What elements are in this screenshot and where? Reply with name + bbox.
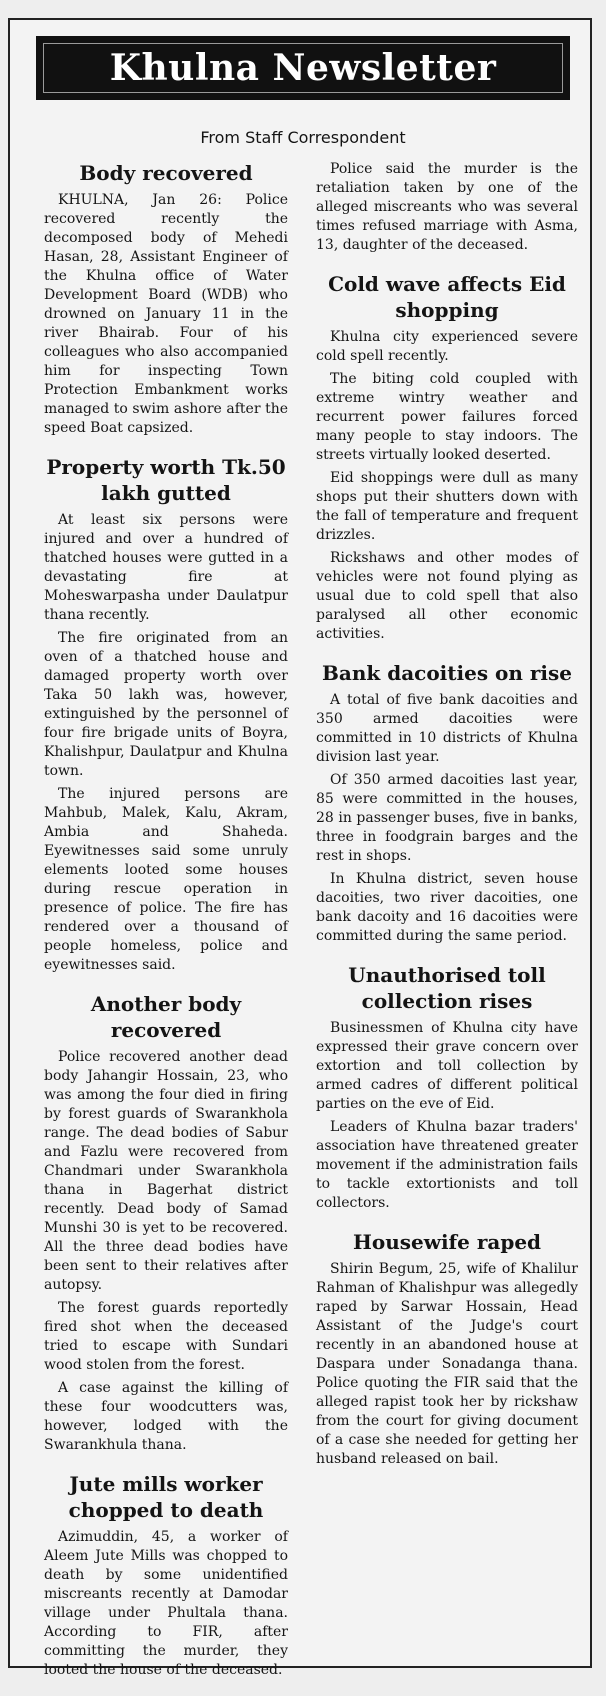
story-headline: Body recovered xyxy=(79,161,253,185)
story-headline: Unauthorised toll collection rises xyxy=(348,963,546,1013)
news-story xyxy=(44,454,288,975)
story-headline: Bank dacoities on rise xyxy=(321,661,573,685)
story-paragraph: Police recovered another dead body Jahangir Hossain, 23, who was among the four died in firing by forest guards of Swarankhola range. The dead bodies of Sabur and Fazlu were recovered from Chandmari under Swarankhola thana in Bagerhat district recently. Dead body of Samad Munshi 30 is yet to be recovered. All the three dead bodies have been sent to their relatives after autopsy. xyxy=(44,1049,288,1293)
news-story xyxy=(44,991,288,1455)
news-story xyxy=(44,1471,288,1680)
story-paragraph: Rickshaws and other modes of vehicles were not found plying as usual due to cold spell that also paralysed all other economic activities. xyxy=(316,550,578,642)
story-paragraph: At least six persons were injured and over a hundred of thatched houses were gutted in a devastating fire at Moheswarpasha under Daulatpur thana recently. xyxy=(44,512,288,623)
right-column xyxy=(316,160,578,1485)
story-paragraph: Khulna city experienced severe cold spell recently. xyxy=(316,329,578,364)
story-headline: Cold wave affects Eid shopping xyxy=(328,272,566,322)
story-paragraph: In Khulna district, seven house dacoities, two river dacoities, one bank dacoity and 16 dacoities were committed during the same period. xyxy=(316,871,578,944)
masthead-title: Khulna Newsletter xyxy=(109,47,497,89)
news-story xyxy=(316,160,578,255)
story-paragraph: KHULNA, Jan 26: Police recovered recently the decomposed body of Mehedi Hasan, 28, Assistant Engineer of the Khulna office of Water Development Board (WDB) who drowned on January 11 in the river Bhairab. Four of his colleagues who also accompanied him for inspecting Town Protection Embankment works managed to swim ashore after the speed Boat capsized. xyxy=(44,192,288,436)
story-paragraph: Leaders of Khulna bazar traders' association have threatened greater movement if the administration fails to tackle extortionists and toll collectors. xyxy=(316,1119,578,1211)
story-headline: Jute mills worker chopped to death xyxy=(68,1472,264,1522)
left-column xyxy=(44,160,288,1696)
story-paragraph: The biting cold coupled with extreme wintry weather and recurrent power failures forced many people to stay indoors. The streets virtually looked deserted. xyxy=(316,371,578,463)
news-story xyxy=(316,660,578,946)
story-paragraph: Azimuddin, 45, a worker of Aleem Jute Mills was chopped to death by some unidentified miscreants recently at Damodar village under Phultala thana. According to FIR, after committing the murder, they looted the house of the deceased. xyxy=(44,1529,288,1678)
story-headline: Property worth Tk.50 lakh gutted xyxy=(46,455,286,505)
story-paragraph: Businessmen of Khulna city have expressed their grave concern over extortion and toll collection by armed cadres of different political parties on the eve of Eid. xyxy=(316,1020,578,1112)
story-paragraph: The injured persons are Mahbub, Malek, Kalu, Akram, Ambia and Shaheda. Eyewitnesses said some unruly elements looted some houses during rescue operation in presence of police. The fire has rendered over a thousand of people homeless, police and eyewitnesses said. xyxy=(44,786,288,973)
byline: From Staff Correspondent xyxy=(200,128,406,147)
masthead xyxy=(36,36,570,100)
story-paragraph: Shirin Begum, 25, wife of Khalilur Rahman of Khalishpur was allegedly raped by Sarwar Hossain, Head Assistant of the Judge's court recently in an abandoned house at Daspara under Sonadanga thana. Police quoting the FIR said that the alleged rapist took her by rickshaw from the court for giving document of a case she needed for getting her husband released on bail. xyxy=(316,1261,578,1467)
story-paragraph: Of 350 armed dacoities last year, 85 were committed in the houses, 28 in passenger buses, five in banks, three in foodgrain barges and the rest in shops. xyxy=(316,772,578,864)
news-story xyxy=(316,962,578,1213)
story-paragraph: The forest guards reportedly fired shot when the deceased tried to escape with Sundari wood stolen from the forest. xyxy=(44,1300,288,1373)
story-paragraph: The fire originated from an oven of a thatched house and damaged property worth over Taka 50 lakh was, however, extinguished by the personnel of four fire brigade units of Boyra, Khalishpur, Daulatpur and Khulna town. xyxy=(44,630,288,779)
news-story xyxy=(44,160,288,438)
news-story xyxy=(316,1229,578,1469)
news-story xyxy=(316,271,578,644)
story-headline: Another body recovered xyxy=(90,992,242,1042)
story-headline: Housewife raped xyxy=(352,1230,542,1254)
story-paragraph: Eid shoppings were dull as many shops put their shutters down with the fall of temperature and frequent drizzles. xyxy=(316,470,578,543)
story-paragraph: A total of five bank dacoities and 350 armed dacoities were committed in 10 districts of Khulna division last year. xyxy=(316,692,578,765)
story-paragraph: A case against the killing of these four woodcutters was, however, lodged with the Swarankhula thana. xyxy=(44,1380,288,1453)
story-paragraph: Police said the murder is the retaliation taken by one of the alleged miscreants who was several times refused marriage with Asma, 13, daughter of the deceased. xyxy=(316,161,578,253)
